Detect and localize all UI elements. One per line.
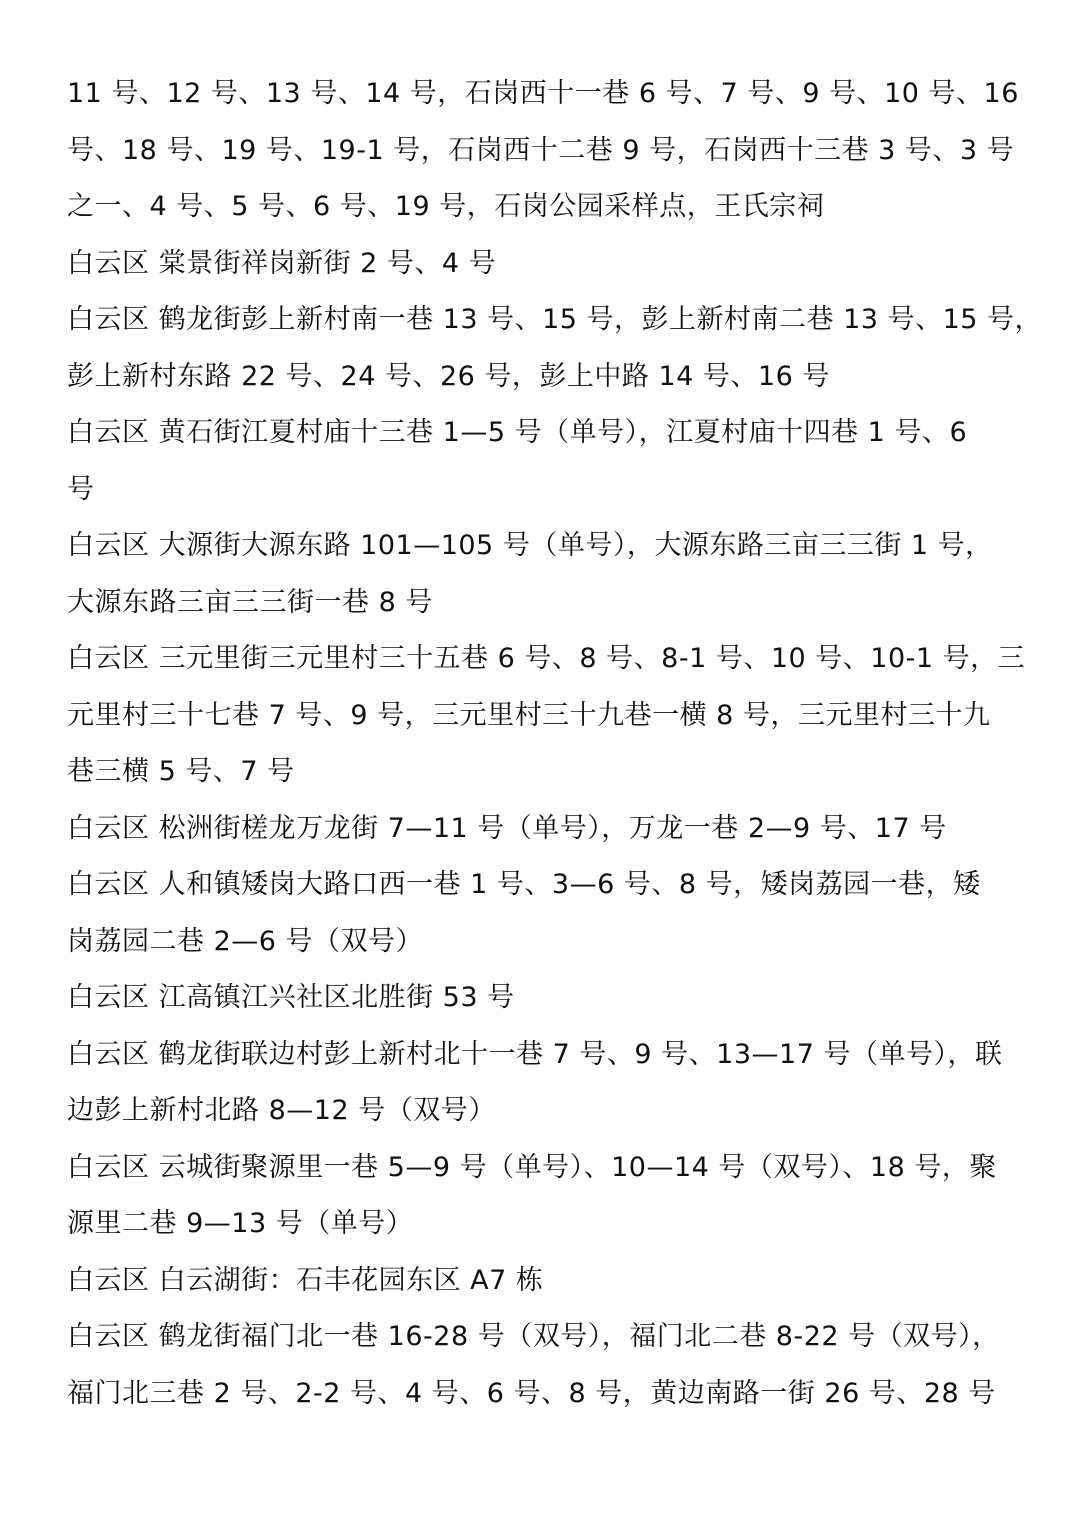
text-line: 白云区 三元里街三元里村三十五巷 6 号、8 号、8-1 号、10 号、10-1 号，三: [67, 643, 1026, 674]
text-line: 边彭上新村北路 8—12 号（双号）: [67, 1095, 496, 1126]
text-line: 白云区 人和镇矮岗大路口西一巷 1 号、3—6 号、8 号，矮岗荔园一巷，矮: [67, 869, 981, 900]
text-line: 白云区 松洲街槎龙万龙街 7—11 号（单号），万龙一巷 2—9 号、17 号: [67, 812, 947, 844]
text-line: 之一、4 号、5 号、6 号、19 号，石岗公园采样点，王氏宗祠: [67, 191, 825, 222]
text-line: 11 号、12 号、13 号、14 号，石岗西十一巷 6 号、7 号、9 号、10 号、16: [67, 78, 1019, 109]
text-line: 白云区 黄石街江夏村庙十三巷 1—5 号（单号），江夏村庙十四巷 1 号、6: [67, 417, 968, 448]
text-line: 白云区 云城街聚源里一巷 5—9 号（单号）、10—14 号（双号）、18 号，聚: [67, 1151, 997, 1183]
text-line: 岗荔园二巷 2—6 号（双号）: [67, 925, 424, 957]
text-line: 白云区 鹤龙街彭上新村南一巷 13 号、15 号，彭上新村南二巷 13 号、15 号，: [67, 304, 1043, 335]
text-line: 白云区 江高镇江兴社区北胜街 53 号: [67, 982, 515, 1013]
text-line: 福门北三巷 2 号、2-2 号、4 号、6 号、8 号，黄边南路一街 26 号、28 号: [67, 1377, 996, 1409]
text-line: 元里村三十七巷 7 号、9 号，三元里村三十九巷一横 8 号，三元里村三十九: [67, 699, 991, 731]
document-body: [67, 66, 1043, 1422]
text-line: 白云区 大源街大源东路 101—105 号（单号），大源东路三亩三三街 1 号，: [67, 530, 993, 561]
text-line: 巷三横 5 号、7 号: [67, 756, 295, 787]
text-line: 彭上新村东路 22 号、24 号、26 号，彭上中路 14 号、16 号: [67, 360, 830, 392]
text-line: 号: [67, 473, 95, 505]
text-line: 白云区 棠景街祥岗新街 2 号、4 号: [67, 247, 497, 279]
text-line: 白云区 鹤龙街福门北一巷 16-28 号（双号），福门北二巷 8-22 号（双号），: [67, 1321, 1000, 1352]
text-line: 源里二巷 9—13 号（单号）: [67, 1208, 414, 1239]
text-line: 白云区 白云湖街：石丰花园东区 A7 栋: [67, 1264, 544, 1296]
text-line: 号、18 号、19 号、19-1 号，石岗西十二巷 9 号，石岗西十三巷 3 号、3 号: [67, 134, 1015, 166]
text-line: 白云区 鹤龙街联边村彭上新村北十一巷 7 号、9 号、13—17 号（单号），联: [67, 1038, 1003, 1070]
text-line: 大源东路三亩三三街一巷 8 号: [67, 586, 433, 618]
